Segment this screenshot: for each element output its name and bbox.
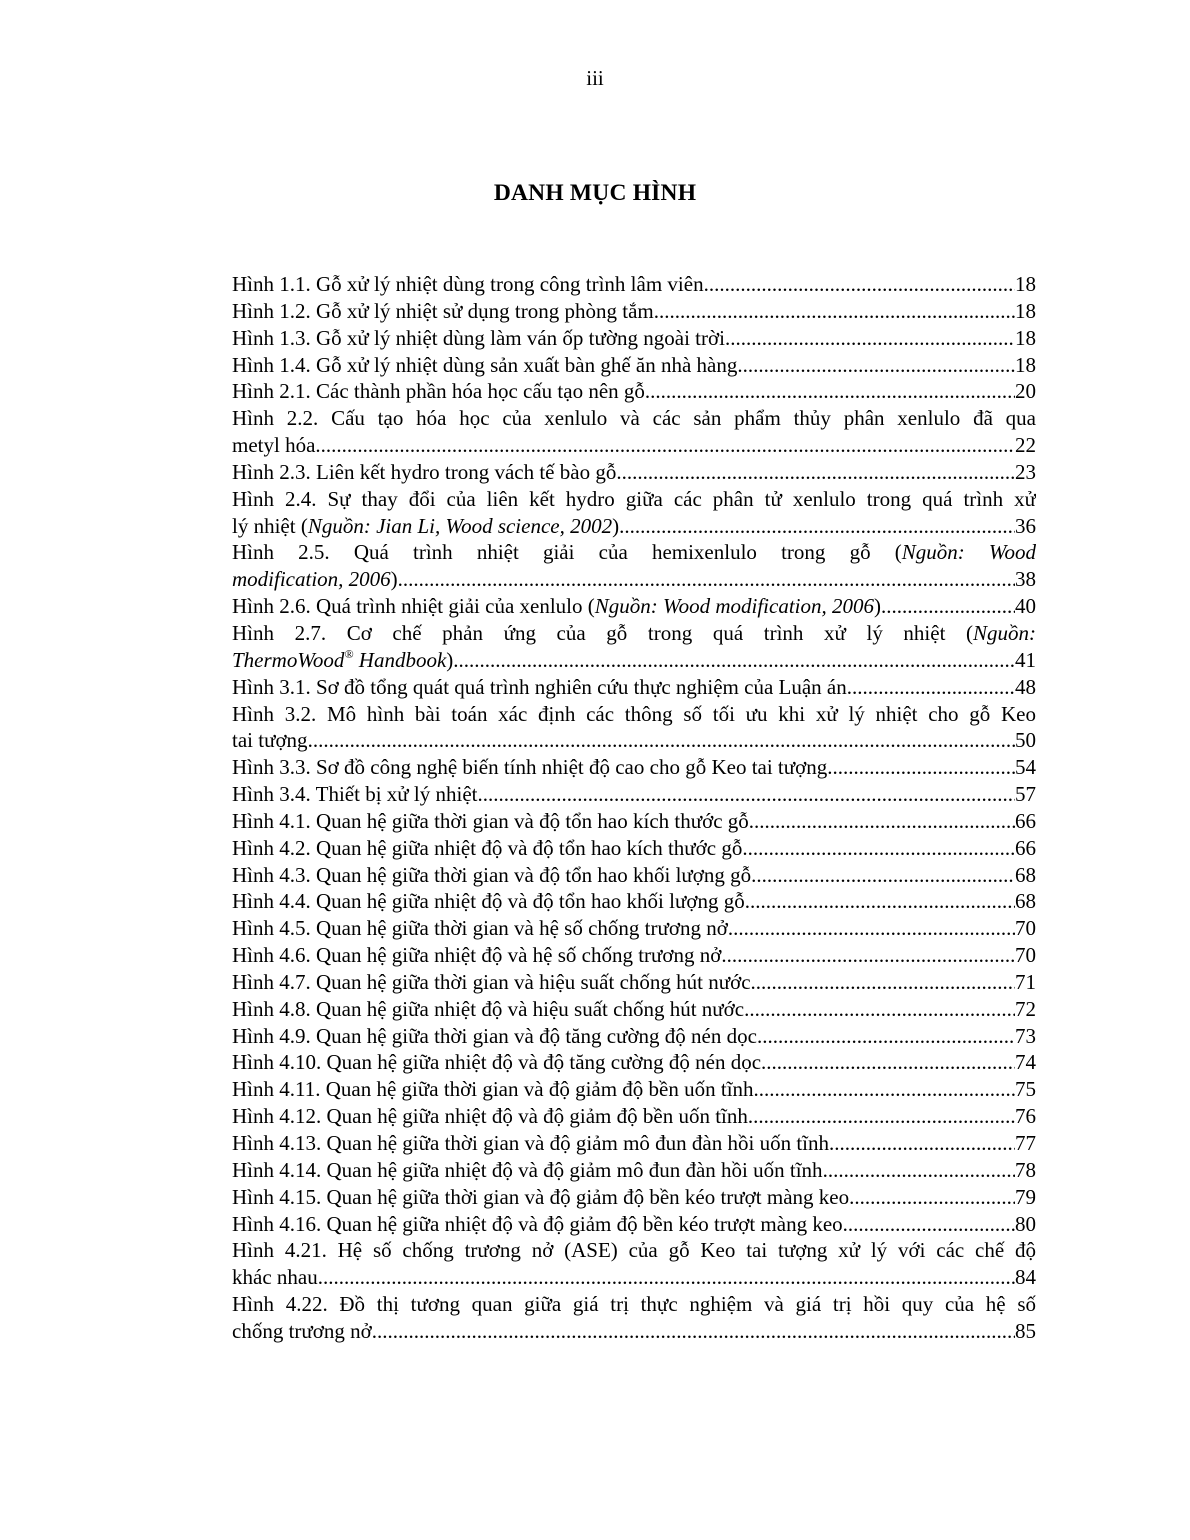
page-number-ref: 75 bbox=[1015, 1077, 1036, 1102]
figure-caption-text bbox=[232, 352, 737, 379]
caption-text: Hình 4.1. Quan hệ giữa thời gian và độ tổn hao kích thước gỗ bbox=[232, 808, 749, 833]
page-number-ref: 18 bbox=[1015, 352, 1036, 377]
figure-caption-text bbox=[232, 1023, 757, 1050]
figure-caption-text bbox=[232, 298, 654, 325]
figure-entry[interactable] bbox=[232, 754, 1036, 781]
figure-caption-text bbox=[232, 1157, 823, 1184]
figure-caption-text bbox=[232, 969, 751, 996]
figure-caption-text bbox=[232, 1211, 843, 1238]
caption-text: Hình 3.1. Sơ đồ tổng quát quá trình nghiên cứu thực nghiệm của Luận án bbox=[232, 674, 847, 699]
caption-text: Hình 4.11. Quan hệ giữa thời gian và độ giảm độ bền uốn tĩnh bbox=[232, 1077, 754, 1102]
caption-first-line bbox=[232, 701, 1036, 728]
dot-leader bbox=[725, 325, 1015, 352]
page-number-ref: 50 bbox=[1015, 728, 1036, 753]
caption-text: Hình 4.3. Quan hệ giữa thời gian và độ tổn hao khối lượng gỗ bbox=[232, 862, 752, 887]
caption-text: Hình 4.12. Quan hệ giữa nhiệt độ và độ giảm độ bền uốn tĩnh bbox=[232, 1104, 748, 1129]
page-number-ref: 22 bbox=[1015, 433, 1036, 458]
figure-entry[interactable] bbox=[232, 271, 1036, 298]
figure-caption-text bbox=[232, 593, 881, 620]
figure-caption-text bbox=[232, 915, 728, 942]
caption-text: Hình 4.14. Quan hệ giữa nhiệt độ và độ giảm mô đun đàn hồi uốn tĩnh bbox=[232, 1157, 823, 1182]
source-citation: Nguồn: Wood bbox=[901, 540, 1036, 565]
caption-text: Hình 4.15. Quan hệ giữa thời gian và độ giảm độ bền kéo trượt màng keo bbox=[232, 1184, 850, 1209]
figure-entry[interactable] bbox=[232, 969, 1036, 996]
dot-leader bbox=[761, 1049, 1015, 1076]
figure-caption-text bbox=[232, 727, 308, 754]
dot-leader bbox=[881, 593, 1015, 620]
figure-caption-text bbox=[232, 459, 616, 486]
figure-caption-text bbox=[232, 754, 827, 781]
dot-leader bbox=[823, 1157, 1015, 1184]
caption-text: tai tượng bbox=[232, 728, 308, 753]
caption-text: Hình 4.4. Quan hệ giữa nhiệt độ và độ tổn hao khối lượng gỗ bbox=[232, 889, 745, 914]
dot-leader bbox=[308, 727, 1015, 754]
figure-entry[interactable] bbox=[232, 1103, 1036, 1130]
page-number-ref: 77 bbox=[1015, 1131, 1036, 1155]
figure-caption-text bbox=[232, 888, 745, 915]
figure-caption-text bbox=[232, 1318, 372, 1345]
dot-leader bbox=[757, 1023, 1015, 1050]
page-number-ref: 23 bbox=[1015, 459, 1036, 484]
page-number-ref: 38 bbox=[1015, 567, 1036, 592]
page-number-ref: 20 bbox=[1015, 379, 1036, 404]
figure-entry[interactable] bbox=[232, 862, 1036, 889]
dot-leader bbox=[318, 1264, 1015, 1291]
dot-leader bbox=[654, 298, 1015, 325]
dot-leader bbox=[315, 432, 1015, 459]
figure-caption-text bbox=[232, 1184, 849, 1211]
figure-entry[interactable] bbox=[232, 325, 1036, 352]
dot-leader bbox=[616, 459, 1015, 486]
page-number-ref: 85 bbox=[1015, 1318, 1036, 1343]
page-number-ref: 36 bbox=[1015, 513, 1036, 538]
figure-entry[interactable] bbox=[232, 701, 1036, 755]
figure-entry[interactable] bbox=[232, 593, 1036, 620]
figure-caption-text bbox=[232, 378, 645, 405]
dot-leader bbox=[721, 942, 1015, 969]
caption-text: Hình 4.16. Quan hệ giữa nhiệt độ và độ giảm độ bền kéo trượt màng keo bbox=[232, 1211, 843, 1236]
figure-entry[interactable] bbox=[232, 405, 1036, 459]
page-number-ref: 84 bbox=[1015, 1265, 1036, 1290]
caption-text: metyl hóa bbox=[232, 433, 316, 458]
dot-leader bbox=[748, 1103, 1015, 1130]
caption-text: Hình 2.7. Cơ chế phản ứng của gỗ trong quá trình xử lý nhiệt ( bbox=[232, 620, 973, 645]
figure-entry[interactable] bbox=[232, 378, 1036, 405]
dot-leader bbox=[398, 566, 1015, 593]
figure-entry[interactable] bbox=[232, 1184, 1036, 1211]
dot-leader bbox=[849, 1184, 1015, 1211]
dot-leader bbox=[751, 969, 1015, 996]
source-citation: Nguồn: Wood modification, 2006 bbox=[594, 594, 874, 619]
dot-leader bbox=[372, 1318, 1015, 1345]
caption-text: Hình 2.1. Các thành phần hóa học cấu tạo nên gỗ bbox=[232, 379, 645, 404]
caption-text: Hình 3.2. Mô hình bài toán xác định các thông số tối ưu khi xử lý nhiệt cho gỗ Keo bbox=[232, 701, 1036, 726]
figure-entry[interactable] bbox=[232, 1076, 1036, 1103]
page-number-ref: 72 bbox=[1015, 996, 1036, 1021]
figure-entry[interactable] bbox=[232, 835, 1036, 862]
figure-list bbox=[232, 271, 1036, 1345]
dot-leader bbox=[645, 378, 1015, 405]
figure-entry[interactable] bbox=[232, 1211, 1036, 1238]
figure-entry[interactable] bbox=[232, 1023, 1036, 1050]
dot-leader bbox=[619, 513, 1015, 540]
caption-text: ) bbox=[874, 594, 881, 619]
registered-mark: ® bbox=[344, 646, 354, 661]
page-number-ref: 40 bbox=[1015, 594, 1036, 619]
figure-caption-text bbox=[232, 808, 749, 835]
figure-entry[interactable] bbox=[232, 1049, 1036, 1076]
dot-leader bbox=[754, 1076, 1015, 1103]
caption-text: ) bbox=[446, 647, 454, 672]
dot-leader bbox=[843, 1211, 1015, 1238]
caption-text: ) bbox=[612, 513, 620, 538]
figure-caption-text bbox=[232, 674, 847, 701]
figure-entry[interactable] bbox=[232, 1291, 1036, 1345]
page-number-ref: 66 bbox=[1015, 835, 1036, 860]
figure-caption-text bbox=[232, 942, 721, 969]
page-number-ref: 68 bbox=[1015, 862, 1036, 887]
figure-entry[interactable] bbox=[232, 915, 1036, 942]
figure-entry[interactable] bbox=[232, 888, 1036, 915]
figure-entry[interactable] bbox=[232, 808, 1036, 835]
page-number: iii bbox=[586, 66, 604, 90]
caption-text: Hình 2.4. Sự thay đổi của liên kết hydro giữa các phân tử xenlulo trong quá trình xử bbox=[232, 486, 1036, 511]
caption-first-line bbox=[232, 405, 1036, 432]
page-number-ref: 70 bbox=[1015, 943, 1036, 968]
source-citation: Nguồn: Jian Li, Wood science, 2002 bbox=[307, 513, 613, 538]
page-title: DANH MỤC HÌNH bbox=[493, 180, 697, 206]
figure-caption-text bbox=[232, 513, 619, 540]
caption-text: Hình 4.8. Quan hệ giữa nhiệt độ và hiệu suất chống hút nước bbox=[232, 996, 745, 1021]
caption-text: Hình 4.22. Đồ thị tương quan giữa giá trị thực nghiệm và giá trị hồi quy của hệ số bbox=[232, 1292, 1036, 1317]
caption-text: Hình 4.13. Quan hệ giữa thời gian và độ giảm mô đun đàn hồi uốn tĩnh bbox=[232, 1131, 829, 1155]
dot-leader bbox=[742, 835, 1015, 862]
page-number-ref: 79 bbox=[1015, 1184, 1036, 1209]
figure-caption-text bbox=[232, 1076, 754, 1103]
caption-first-line bbox=[232, 620, 1036, 647]
caption-text: lý nhiệt ( bbox=[232, 513, 308, 538]
page-number-ref: 18 bbox=[1015, 298, 1036, 323]
source-citation: ThermoWood bbox=[232, 647, 345, 672]
figure-caption-text bbox=[232, 996, 744, 1023]
caption-text: chống trương nở bbox=[232, 1318, 372, 1343]
figure-caption-text bbox=[232, 647, 453, 674]
page-number-ref: 80 bbox=[1015, 1211, 1036, 1236]
figure-entry[interactable] bbox=[232, 620, 1036, 674]
page-number-ref: 54 bbox=[1015, 755, 1036, 780]
caption-text: Hình 4.2. Quan hệ giữa nhiệt độ và độ tổn hao kích thước gỗ bbox=[232, 835, 743, 860]
page-number-ref: 57 bbox=[1015, 782, 1036, 807]
figure-entry[interactable] bbox=[232, 298, 1036, 325]
dot-leader bbox=[477, 781, 1015, 808]
page-number-ref: 18 bbox=[1015, 325, 1036, 350]
dot-leader bbox=[704, 271, 1015, 298]
figure-caption-text bbox=[232, 325, 725, 352]
source-citation: Nguồn: bbox=[973, 620, 1036, 645]
page-number-ref: 73 bbox=[1015, 1023, 1036, 1048]
caption-text: Hình 1.4. Gỗ xử lý nhiệt dùng sản xuất bàn ghế ăn nhà hàng bbox=[232, 352, 738, 377]
figure-entry[interactable] bbox=[232, 459, 1036, 486]
page-number-ref: 48 bbox=[1015, 674, 1036, 699]
caption-text: Hình 2.2. Cấu tạo hóa học của xenlulo và các sản phẩm thủy phân xenlulo đã qua bbox=[232, 406, 1036, 431]
page-number-ref: 70 bbox=[1015, 916, 1036, 941]
caption-text: Hình 4.7. Quan hệ giữa thời gian và hiệu suất chống hút nước bbox=[232, 969, 751, 994]
caption-first-line bbox=[232, 1291, 1036, 1318]
caption-text: Hình 1.1. Gỗ xử lý nhiệt dùng trong công trình lâm viên bbox=[232, 272, 704, 296]
caption-text: Hình 4.21. Hệ số chống trương nở (ASE) của gỗ Keo tai tượng xử lý với các chế độ bbox=[232, 1238, 1036, 1263]
caption-text: khác nhau bbox=[232, 1265, 318, 1290]
figure-caption-text bbox=[232, 1103, 748, 1130]
page-number-ref: 71 bbox=[1015, 969, 1036, 994]
caption-text: Hình 3.4. Thiết bị xử lý nhiệt bbox=[232, 782, 478, 807]
caption-text: Hình 1.2. Gỗ xử lý nhiệt sử dụng trong phòng tắm bbox=[232, 298, 654, 323]
figure-entry[interactable] bbox=[232, 781, 1036, 808]
figure-caption-text bbox=[232, 432, 315, 459]
page-number-ref: 78 bbox=[1015, 1157, 1036, 1182]
figure-caption-text bbox=[232, 835, 742, 862]
caption-text: Hình 2.3. Liên kết hydro trong vách tế bào gỗ bbox=[232, 459, 617, 484]
caption-text: Hình 4.9. Quan hệ giữa thời gian và độ tăng cường độ nén dọc bbox=[232, 1023, 757, 1048]
dot-leader bbox=[453, 647, 1015, 674]
figure-entry[interactable] bbox=[232, 539, 1036, 593]
dot-leader bbox=[737, 352, 1015, 379]
dot-leader bbox=[749, 808, 1015, 835]
caption-text: Hình 2.5. Quá trình nhiệt giải của hemixenlulo trong gỗ ( bbox=[232, 540, 902, 565]
page-number-ref: 68 bbox=[1015, 889, 1036, 914]
caption-text: Hình 4.6. Quan hệ giữa nhiệt độ và hệ số chống trương nở bbox=[232, 943, 722, 968]
dot-leader bbox=[751, 862, 1015, 889]
page-number-ref: 18 bbox=[1015, 272, 1036, 296]
source-citation: modification, 2006 bbox=[232, 567, 391, 592]
dot-leader bbox=[744, 996, 1015, 1023]
caption-text: ) bbox=[390, 567, 398, 592]
page-number-ref: 76 bbox=[1015, 1104, 1036, 1129]
source-citation: Handbook bbox=[353, 647, 447, 672]
figure-entry[interactable] bbox=[232, 942, 1036, 969]
figure-entry[interactable] bbox=[232, 352, 1036, 379]
figure-entry[interactable] bbox=[232, 674, 1036, 701]
dot-leader bbox=[829, 1130, 1015, 1157]
figure-entry[interactable] bbox=[232, 996, 1036, 1023]
page-number-ref: 41 bbox=[1015, 647, 1036, 672]
figure-caption-text bbox=[232, 566, 398, 593]
caption-first-line bbox=[232, 486, 1036, 513]
figure-caption-text bbox=[232, 1130, 829, 1157]
page-number-ref: 74 bbox=[1015, 1050, 1036, 1075]
figure-entry[interactable] bbox=[232, 486, 1036, 540]
caption-first-line bbox=[232, 539, 1036, 566]
figure-caption-text bbox=[232, 271, 704, 298]
figure-caption-text bbox=[232, 1049, 761, 1076]
caption-first-line bbox=[232, 1237, 1036, 1264]
figure-caption-text bbox=[232, 781, 477, 808]
dot-leader bbox=[745, 888, 1015, 915]
caption-text: Hình 4.10. Quan hệ giữa nhiệt độ và độ tăng cường độ nén dọc bbox=[232, 1050, 762, 1075]
figure-caption-text bbox=[232, 1264, 318, 1291]
figure-entry[interactable] bbox=[232, 1237, 1036, 1291]
dot-leader bbox=[827, 754, 1015, 781]
caption-text: Hình 4.5. Quan hệ giữa thời gian và hệ số chống trương nở bbox=[232, 916, 728, 941]
figure-entry[interactable] bbox=[232, 1130, 1036, 1157]
figure-caption-text bbox=[232, 862, 751, 889]
figure-entry[interactable] bbox=[232, 1157, 1036, 1184]
caption-text: Hình 2.6. Quá trình nhiệt giải của xenlulo ( bbox=[232, 594, 595, 619]
caption-text: Hình 3.3. Sơ đồ công nghệ biến tính nhiệt độ cao cho gỗ Keo tai tượng bbox=[232, 755, 828, 780]
caption-text: Hình 1.3. Gỗ xử lý nhiệt dùng làm ván ốp tường ngoài trời bbox=[232, 325, 725, 350]
dot-leader bbox=[847, 674, 1015, 701]
dot-leader bbox=[728, 915, 1015, 942]
page-number-ref: 66 bbox=[1015, 808, 1036, 833]
